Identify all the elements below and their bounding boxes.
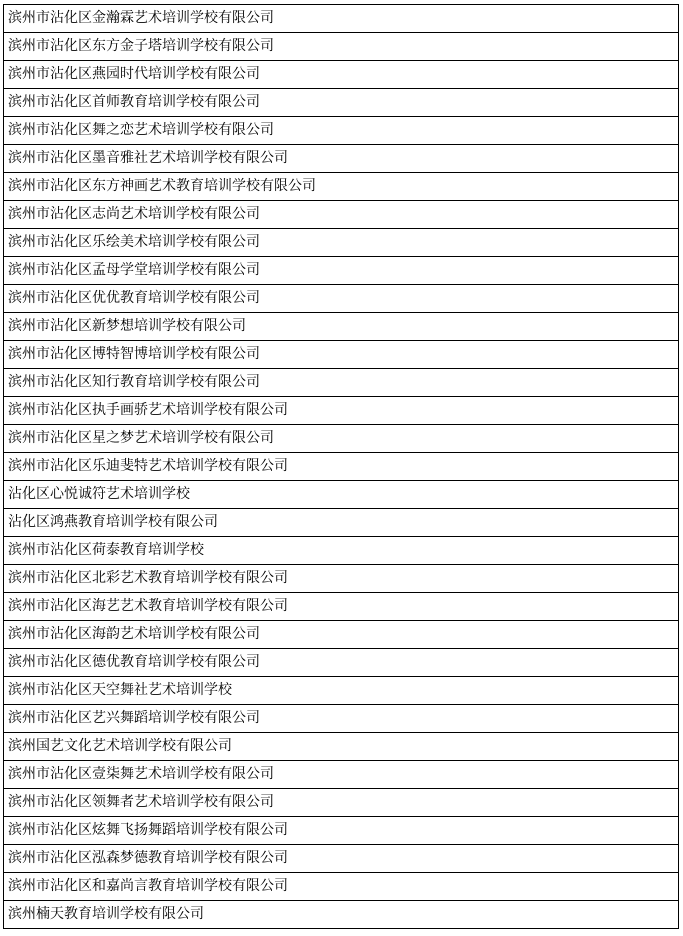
school-name-cell: 沾化区心悦诚符艺术培训学校 [4,481,679,509]
school-name-cell: 滨州市沾化区东方神画艺术教育培训学校有限公司 [4,173,679,201]
school-name-cell: 滨州市沾化区东方金子塔培训学校有限公司 [4,33,679,61]
school-list-body [4,5,679,929]
school-name-cell: 滨州市沾化区艺兴舞蹈培训学校有限公司 [4,705,679,733]
table-row [4,61,679,89]
table-row [4,285,679,313]
school-name-cell: 滨州楠天教育培训学校有限公司 [4,901,679,929]
school-name-cell: 滨州市沾化区志尚艺术培训学校有限公司 [4,201,679,229]
table-row [4,425,679,453]
school-name-cell: 滨州市沾化区星之梦艺术培训学校有限公司 [4,425,679,453]
table-row [4,845,679,873]
school-name-cell: 滨州市沾化区舞之恋艺术培训学校有限公司 [4,117,679,145]
school-name-cell: 滨州市沾化区首师教育培训学校有限公司 [4,89,679,117]
school-name-cell: 滨州市沾化区金瀚霖艺术培训学校有限公司 [4,5,679,33]
table-row [4,733,679,761]
school-name-cell: 滨州市沾化区海艺艺术教育培训学校有限公司 [4,593,679,621]
school-name-cell: 滨州市沾化区知行教育培训学校有限公司 [4,369,679,397]
table-row [4,145,679,173]
table-row [4,201,679,229]
table-row [4,313,679,341]
table-row [4,89,679,117]
school-name-cell: 滨州国艺文化艺术培训学校有限公司 [4,733,679,761]
school-name-cell: 滨州市沾化区博特智博培训学校有限公司 [4,341,679,369]
school-name-cell: 滨州市沾化区执手画骄艺术培训学校有限公司 [4,397,679,425]
table-row [4,565,679,593]
table-row [4,481,679,509]
table-row [4,5,679,33]
table-row [4,621,679,649]
table-row [4,33,679,61]
table-row [4,593,679,621]
table-row [4,677,679,705]
table-row [4,257,679,285]
school-name-cell: 滨州市沾化区孟母学堂培训学校有限公司 [4,257,679,285]
school-name-cell: 滨州市沾化区领舞者艺术培训学校有限公司 [4,789,679,817]
table-row [4,873,679,901]
table-row [4,761,679,789]
table-row [4,397,679,425]
school-name-cell: 滨州市沾化区德优教育培训学校有限公司 [4,649,679,677]
school-name-cell: 滨州市沾化区荷泰教育培训学校 [4,537,679,565]
table-row [4,537,679,565]
school-name-cell: 沾化区鸿燕教育培训学校有限公司 [4,509,679,537]
school-name-cell: 滨州市沾化区和嘉尚言教育培训学校有限公司 [4,873,679,901]
school-name-cell: 滨州市沾化区泓森梦德教育培训学校有限公司 [4,845,679,873]
school-name-cell: 滨州市沾化区乐迪斐特艺术培训学校有限公司 [4,453,679,481]
school-name-cell: 滨州市沾化区北彩艺术教育培训学校有限公司 [4,565,679,593]
school-name-cell: 滨州市沾化区海韵艺术培训学校有限公司 [4,621,679,649]
table-row [4,509,679,537]
table-row [4,789,679,817]
school-name-cell: 滨州市沾化区天空舞社艺术培训学校 [4,677,679,705]
school-name-cell: 滨州市沾化区壹柒舞艺术培训学校有限公司 [4,761,679,789]
school-name-cell: 滨州市沾化区燕园时代培训学校有限公司 [4,61,679,89]
table-row [4,117,679,145]
table-row [4,369,679,397]
table-row [4,817,679,845]
table-row [4,173,679,201]
school-name-cell: 滨州市沾化区墨音雅社艺术培训学校有限公司 [4,145,679,173]
school-name-cell: 滨州市沾化区炫舞飞扬舞蹈培训学校有限公司 [4,817,679,845]
table-row [4,901,679,929]
table-row [4,453,679,481]
table-row [4,341,679,369]
school-list-table [3,4,679,929]
table-row [4,229,679,257]
school-name-cell: 滨州市沾化区新梦想培训学校有限公司 [4,313,679,341]
school-name-cell: 滨州市沾化区乐绘美术培训学校有限公司 [4,229,679,257]
table-row [4,649,679,677]
school-name-cell: 滨州市沾化区优优教育培训学校有限公司 [4,285,679,313]
table-row [4,705,679,733]
